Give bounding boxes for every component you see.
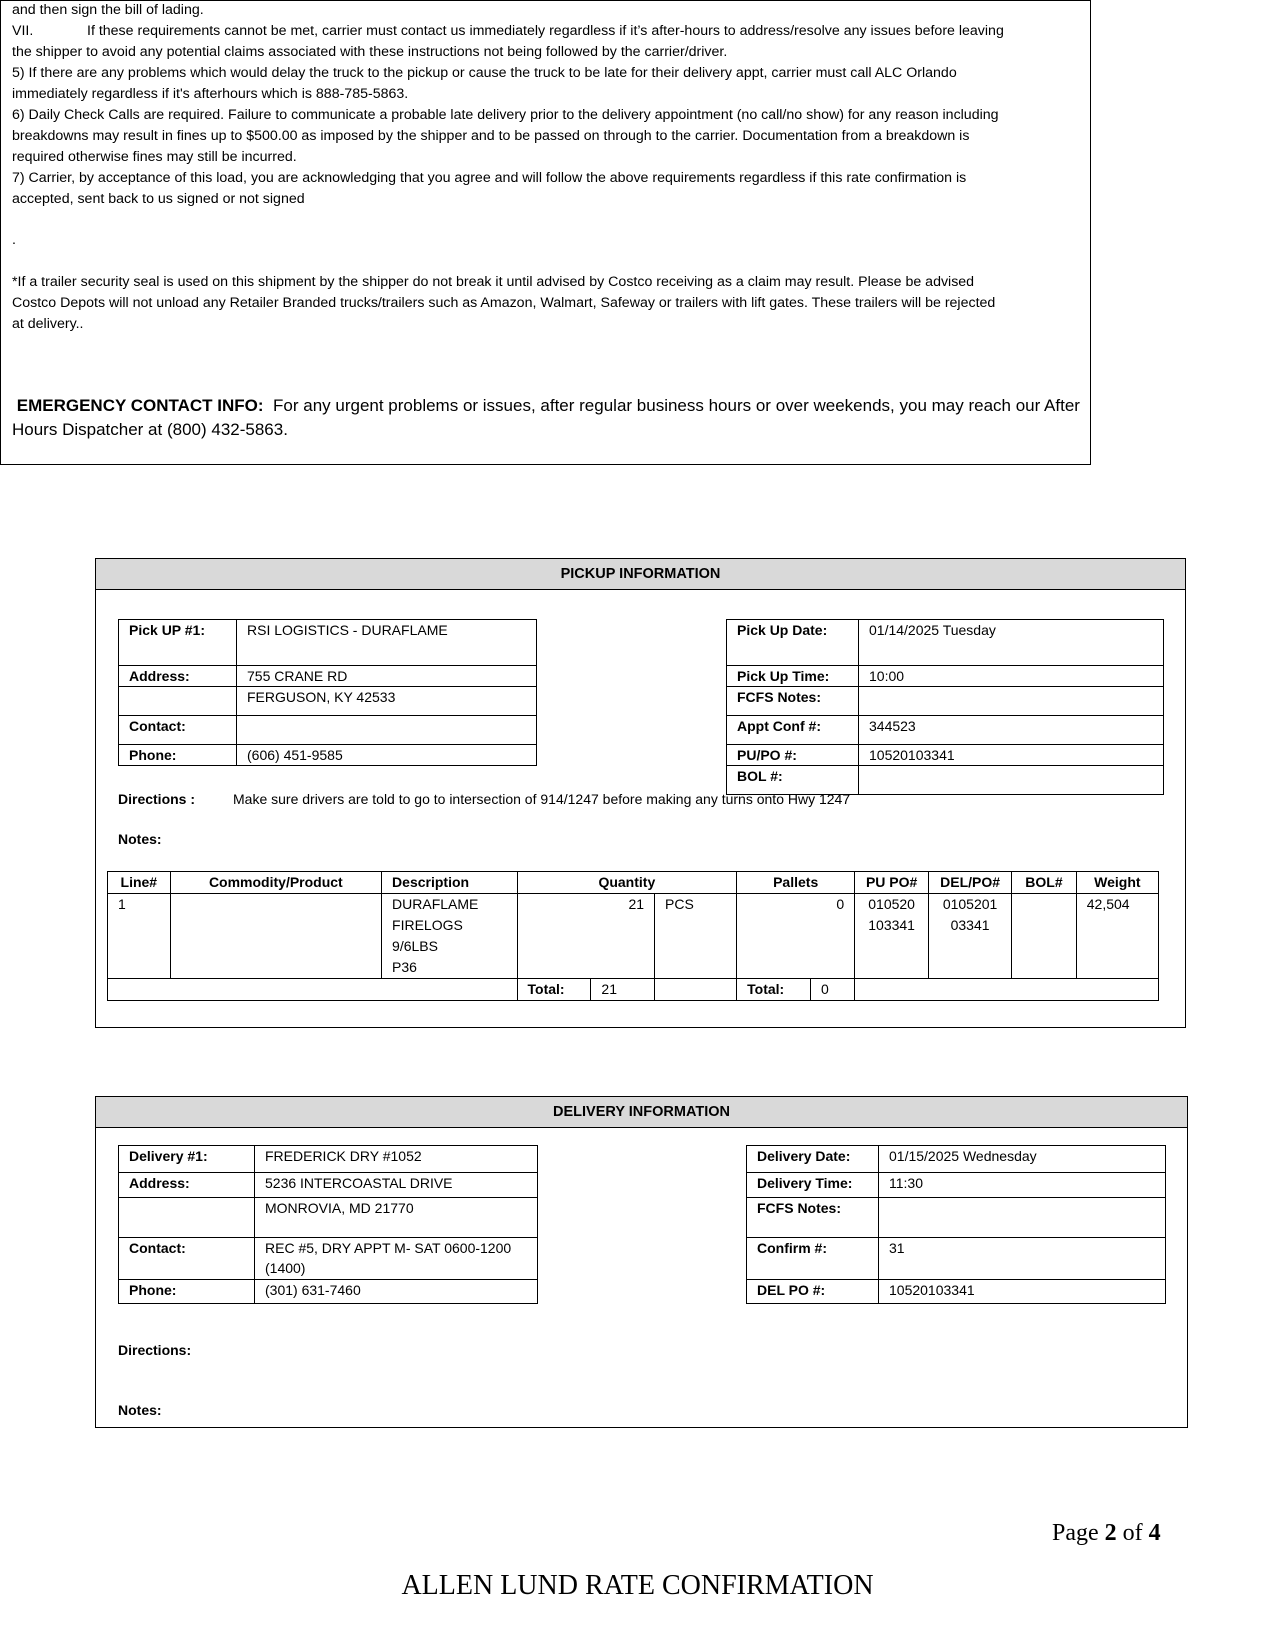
- terms-line: [12, 23, 1004, 39]
- page-current: 2: [1104, 1520, 1117, 1546]
- contact-line: (1400): [265, 1260, 306, 1276]
- pickup-value: RSI LOGISTICS - DURAFLAME: [237, 620, 537, 666]
- terms-line: Costco Depots will not unload any Retailer Branded trucks/trailers such as Amazon, Walmart, Safeway or trailers with lift gates. These trailers will be rejected: [12, 295, 996, 311]
- delivery-section: [95, 1096, 1188, 1428]
- fcfs-label: FCFS Notes:: [747, 1198, 879, 1238]
- table-row: [108, 894, 1159, 979]
- appt-conf-value: 344523: [859, 716, 1164, 745]
- pickup-time-value: 10:00: [859, 666, 1164, 687]
- col-description: Description: [382, 872, 517, 894]
- emergency-label: EMERGENCY CONTACT INFO:: [16, 396, 264, 415]
- terms-line: *If a trailer security seal is used on this shipment by the shipper do not break it until advised by Costco receiving as a claim may result. Please be advised: [12, 274, 975, 290]
- col-quantity: Quantity: [517, 872, 737, 894]
- notes-label: Notes:: [118, 1402, 162, 1418]
- col-commodity: Commodity/Product: [170, 872, 381, 894]
- directions-label: Directions :: [118, 791, 196, 807]
- pupo-label: PU/PO #:: [727, 745, 859, 766]
- emergency-text-2: Hours Dispatcher at (800) 432-5863.: [12, 420, 288, 439]
- cell-bol: [1012, 894, 1077, 979]
- address-line1: 755 CRANE RD: [237, 666, 537, 687]
- delpo-line: 0105201: [942, 896, 998, 912]
- terms-line: and then sign the bill of lading.: [12, 2, 204, 18]
- bol-label: BOL #:: [727, 766, 859, 795]
- cell-line: 1: [108, 894, 171, 979]
- terms-line-text: If these requirements cannot be met, carrier must contact us immediately regardless if it’s after-hours to address/resolve any issues before leaving: [87, 23, 1004, 39]
- fcfs-value: [859, 687, 1164, 716]
- pickup-section: [95, 558, 1186, 1028]
- document-title: ALLEN LUND RATE CONFIRMATION: [401, 1570, 874, 1601]
- address-line2: FERGUSON, KY 42533: [237, 687, 537, 716]
- page-of: of: [1122, 1520, 1143, 1546]
- pupo-line: 103341: [868, 917, 915, 933]
- directions-value: Make sure drivers are told to go to intersection of 914/1247 before making any turns onto Hwy 1247: [233, 791, 851, 807]
- pupo-line: 010520: [868, 896, 915, 912]
- address-line1: 5236 INTERCOASTAL DRIVE: [255, 1173, 538, 1198]
- notes-label: Notes:: [118, 831, 162, 847]
- terms-line: 7) Carrier, by acceptance of this load, you are acknowledging that you agree and will follow the above requirements regardless if this rate confirmation is: [12, 170, 967, 186]
- desc-line: P36: [392, 959, 417, 975]
- delivery-schedule-table: [746, 1145, 1166, 1304]
- commodity-table: [107, 871, 1159, 1001]
- contact-value: [255, 1238, 538, 1280]
- appt-conf-label: Appt Conf #:: [727, 716, 859, 745]
- terms-line: breakdowns may result in fines up to $500.00 as imposed by the shipper and to be passed on through to the carrier. Documentation from a breakdown is: [12, 128, 970, 144]
- terms-line: .: [12, 232, 16, 248]
- delivery-heading: DELIVERY INFORMATION: [96, 1097, 1187, 1128]
- contact-line: REC #5, DRY APPT M- SAT 0600-1200: [265, 1240, 512, 1256]
- cell-unit: PCS: [655, 894, 737, 979]
- qty-total-value: 21: [591, 979, 655, 1001]
- phone-label: Phone:: [119, 745, 237, 766]
- pickup-schedule-table: [726, 619, 1164, 795]
- delivery-date-label: Delivery Date:: [747, 1146, 879, 1173]
- phone-label: Phone:: [119, 1280, 255, 1304]
- phone-value: (301) 631-7460: [255, 1280, 538, 1304]
- contact-label: Contact:: [119, 716, 237, 745]
- address-label: Address:: [119, 1173, 255, 1198]
- contact-value: [237, 716, 537, 745]
- desc-line: DURAFLAME: [392, 896, 479, 912]
- pallets-total-value: 0: [811, 979, 855, 1001]
- roman-numeral: VII.: [12, 23, 34, 39]
- desc-line: FIRELOGS 9/6LBS: [392, 917, 463, 954]
- pickup-heading: PICKUP INFORMATION: [96, 559, 1185, 590]
- emergency-contact: [12, 396, 1080, 416]
- delivery-value: FREDERICK DRY #1052: [255, 1146, 538, 1173]
- bol-value: [859, 766, 1164, 795]
- col-line: Line#: [108, 872, 171, 894]
- pupo-value: 10520103341: [859, 745, 1164, 766]
- terms-line: 5) If there are any problems which would delay the truck to the pickup or cause the truck to be late for their delivery appt, carrier must call ALC Orlando: [12, 65, 957, 81]
- delivery-date-value: 01/15/2025 Wednesday: [879, 1146, 1166, 1173]
- page-total: 4: [1148, 1520, 1161, 1546]
- terms-line: immediately regardless if it's afterhours which is 888-785-5863.: [12, 86, 409, 102]
- totals-row: [108, 979, 1159, 1001]
- terms-line: at delivery..: [12, 316, 84, 332]
- confirm-label: Confirm #:: [747, 1238, 879, 1280]
- cell-description: [382, 894, 517, 979]
- cell-commodity: [170, 894, 381, 979]
- terms-line: accepted, sent back to us signed or not signed: [12, 191, 305, 207]
- phone-value: (606) 451-9585: [237, 745, 537, 766]
- address-label: Address:: [119, 666, 237, 687]
- terms-box: [0, 0, 1091, 465]
- terms-line: required otherwise fines may still be incurred.: [12, 149, 297, 165]
- col-weight: Weight: [1076, 872, 1158, 894]
- cell-weight: 42,504: [1076, 894, 1158, 979]
- pickup-label: Pick UP #1:: [119, 620, 237, 666]
- delivery-label: Delivery #1:: [119, 1146, 255, 1173]
- delivery-time-value: 11:30: [879, 1173, 1166, 1198]
- confirm-value: 31: [879, 1238, 1166, 1280]
- pickup-date-label: Pick Up Date:: [727, 620, 859, 666]
- delpo-line: 03341: [950, 917, 990, 933]
- emergency-text: For any urgent problems or issues, after regular business hours or over weekends, you may reach our After: [273, 396, 1080, 415]
- cell-pupo: [855, 894, 929, 979]
- cell-pallets: 0: [737, 894, 855, 979]
- delpo-value: 10520103341: [879, 1280, 1166, 1304]
- cell-delpo: [929, 894, 1012, 979]
- terms-line: 6) Daily Check Calls are required. Failure to communicate a probable late delivery prior to the delivery appointment (no call/no show) for any reason including: [12, 107, 999, 123]
- delpo-label: DEL PO #:: [747, 1280, 879, 1304]
- page-prefix: Page: [1052, 1520, 1099, 1546]
- directions-label: Directions:: [118, 1342, 192, 1358]
- terms-line: the shipper to avoid any potential claims associated with these instructions not being followed by the carrier/driver.: [12, 44, 728, 60]
- address-line2: MONROVIA, MD 21770: [255, 1198, 538, 1238]
- contact-label: Contact:: [119, 1238, 255, 1280]
- pickup-location-table: [118, 619, 537, 766]
- delivery-time-label: Delivery Time:: [747, 1173, 879, 1198]
- pallets-total-label: Total:: [737, 979, 811, 1001]
- col-pupo: PU PO#: [855, 872, 929, 894]
- cell-quantity: 21: [517, 894, 655, 979]
- pickup-time-label: Pick Up Time:: [727, 666, 859, 687]
- page-number: [1052, 1520, 1161, 1547]
- delivery-location-table: [118, 1145, 538, 1304]
- col-bol: BOL#: [1012, 872, 1077, 894]
- col-pallets: Pallets: [737, 872, 855, 894]
- pickup-date-value: 01/14/2025 Tuesday: [859, 620, 1164, 666]
- fcfs-label: FCFS Notes:: [727, 687, 859, 716]
- fcfs-value: [879, 1198, 1166, 1238]
- col-delpo: DEL/PO#: [929, 872, 1012, 894]
- qty-total-label: Total:: [517, 979, 591, 1001]
